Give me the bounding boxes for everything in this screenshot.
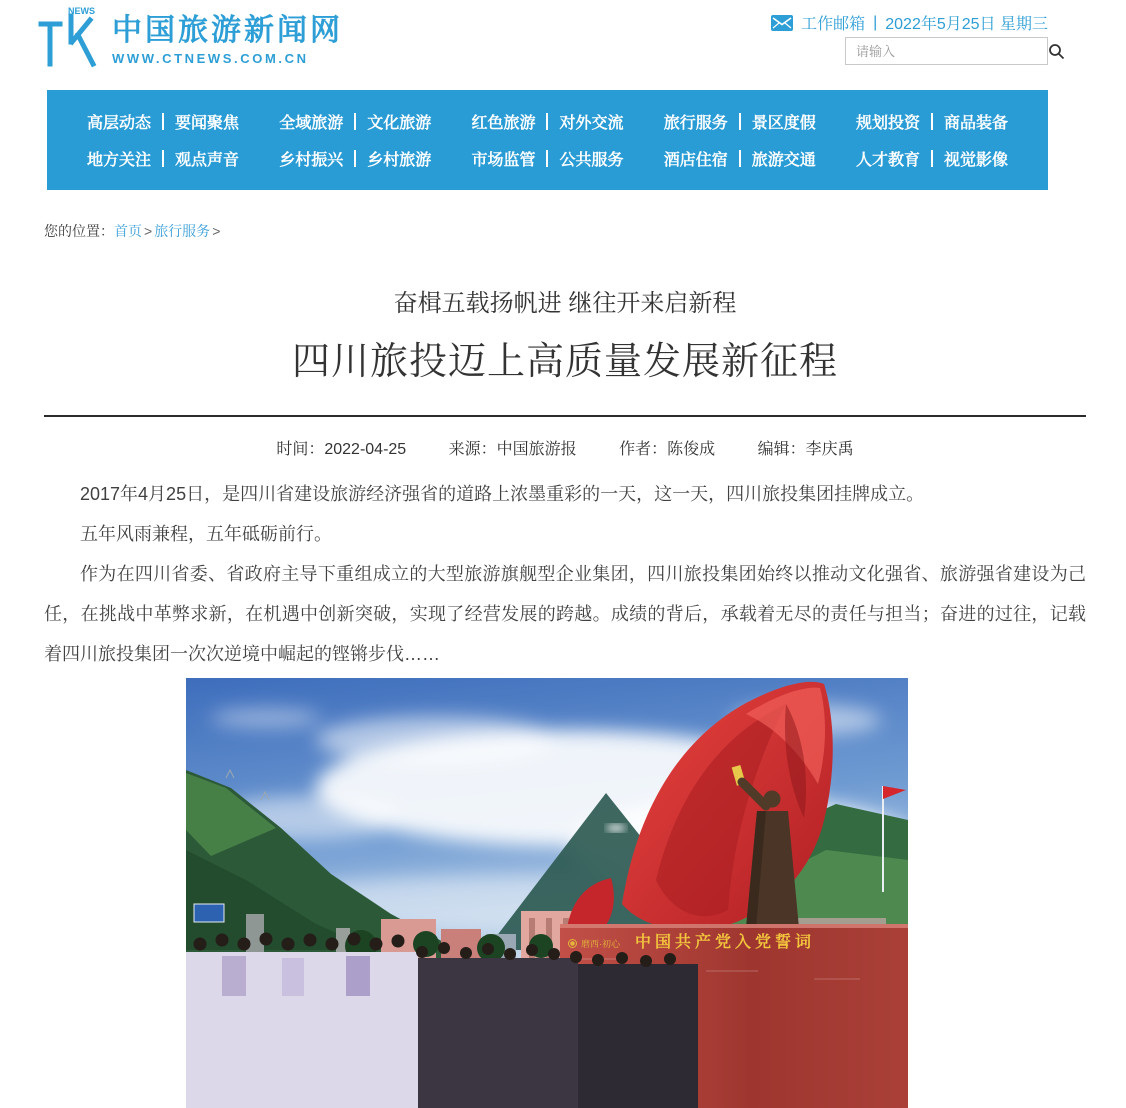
photo-wall-subtitle <box>568 937 620 950</box>
title-divider <box>44 415 1086 417</box>
paragraph: 作为在四川省委、省政府主导下重组成立的大型旅游旗舰型企业集团，四川旅投集团始终以推动文化强省、旅游强省建设为己任，在挑战中革弊求新，在机遇中创新突破，实现了经营发展的跨越。成绩的背后，承载着无尽的责任与担当；奋进的过往，记载着四川旅投集团一次次逆境中崛起的铿锵步伐…… <box>44 554 1086 674</box>
mail-icon <box>771 15 793 31</box>
work-mailbox-link[interactable]: 工作邮箱 <box>801 11 865 34</box>
nav-item-difang-guanzhu[interactable]: 地方关注 <box>87 147 151 170</box>
article-subtitle: 奋楫五载扬帆进 继往开来启新程 <box>44 283 1086 318</box>
nav-group <box>279 110 431 133</box>
meta-source: 来源：中国旅游报 <box>449 441 577 458</box>
nav-group <box>856 147 1008 170</box>
search-button[interactable] <box>1042 38 1071 64</box>
nav-item-lvxing-fuwu[interactable]: 旅行服务 <box>664 110 728 133</box>
nav-separator <box>931 113 933 130</box>
nav-item-shijue-yingxiang[interactable]: 视觉影像 <box>944 147 1008 170</box>
meta-author: 作者：陈俊成 <box>619 441 715 458</box>
nav-group <box>471 147 623 170</box>
nav-item-shichang-jianguan[interactable]: 市场监管 <box>471 147 535 170</box>
nav-item-gaoceng-dongtai[interactable]: 高层动态 <box>87 110 151 133</box>
paragraph: 五年风雨兼程，五年砥砺前行。 <box>44 514 1086 554</box>
photo-crowd <box>186 933 698 1108</box>
nav-item-rencai-jiaoyu[interactable]: 人才教育 <box>856 147 920 170</box>
site-title: 中国旅游新闻网 <box>112 14 343 48</box>
nav-group <box>279 147 431 170</box>
site-logo[interactable] <box>38 6 343 75</box>
topbar-divider: | <box>873 14 877 32</box>
photo-wall-inscription: 中国共产党入党誓词 <box>605 929 845 952</box>
meta-editor: 编辑：李庆禹 <box>758 441 854 458</box>
nav-item-xiangcun-lvyou[interactable]: 乡村旅游 <box>367 147 431 170</box>
article-meta <box>44 436 1086 459</box>
breadcrumb-separator: > <box>144 223 152 239</box>
current-date: 2022年5月25日 星期三 <box>885 11 1048 34</box>
breadcrumb-separator: > <box>212 223 220 239</box>
nav-separator <box>546 150 548 167</box>
meta-time: 时间：2022-04-25 <box>276 441 406 458</box>
nav-item-wenhua-lvyou[interactable]: 文化旅游 <box>367 110 431 133</box>
nav-item-xiangcun-zhenxing[interactable]: 乡村振兴 <box>279 147 343 170</box>
nav-item-shangpin-zhuangbei[interactable]: 商品装备 <box>944 110 1008 133</box>
photo-wall-subtitle-text: 磨西·初心 <box>581 937 620 950</box>
search-box <box>845 37 1048 65</box>
breadcrumb-home-link[interactable]: 首页 <box>114 223 142 239</box>
nav-row-2 <box>47 140 1048 177</box>
nav-item-jiudian-zhusu[interactable]: 酒店住宿 <box>664 147 728 170</box>
nav-row-1 <box>47 103 1048 140</box>
nav-item-duiwai-jiaoliu[interactable]: 对外交流 <box>559 110 623 133</box>
nav-item-gonggong-fuwu[interactable]: 公共服务 <box>559 147 623 170</box>
photo-illustration <box>186 678 908 1108</box>
party-emblem-icon <box>568 939 577 948</box>
nav-item-hongse-lvyou[interactable]: 红色旅游 <box>471 110 535 133</box>
breadcrumb-label: 您的位置： <box>44 223 114 239</box>
search-icon <box>1048 43 1065 60</box>
nav-separator <box>546 113 548 130</box>
topbar <box>771 11 1048 34</box>
nav-separator <box>739 150 741 167</box>
nav-separator <box>162 150 164 167</box>
nav-item-guihua-touzi[interactable]: 规划投资 <box>856 110 920 133</box>
article-body <box>44 474 1086 674</box>
nav-item-lvyou-jiaotong[interactable]: 旅游交通 <box>752 147 816 170</box>
nav-separator <box>931 150 933 167</box>
article <box>44 283 1086 1108</box>
nav-separator <box>354 113 356 130</box>
nav-item-quanyu-lvyou[interactable]: 全域旅游 <box>279 110 343 133</box>
paragraph: 2017年4月25日，是四川省建设旅游经济强省的道路上浓墨重彩的一天，这一天，四川旅投集团挂牌成立。 <box>44 474 1086 514</box>
nav-group <box>471 110 623 133</box>
nav-group <box>664 147 816 170</box>
breadcrumb <box>44 221 1126 241</box>
nav-separator <box>354 150 356 167</box>
site-header <box>0 0 1126 90</box>
nav-item-yaowen-jujiao[interactable]: 要闻聚焦 <box>175 110 239 133</box>
nav-separator <box>162 113 164 130</box>
nav-group <box>87 147 239 170</box>
search-input[interactable] <box>846 44 1042 59</box>
nav-group <box>856 110 1008 133</box>
nav-separator <box>739 113 741 130</box>
logo-mark-icon <box>38 6 104 75</box>
nav-group <box>87 110 239 133</box>
nav-group <box>664 110 816 133</box>
page-title: 四川旅投迈上高质量发展新征程 <box>44 330 1086 385</box>
article-photo <box>186 678 908 1108</box>
logo-news-label: NEWS <box>68 6 95 16</box>
site-url: WWW.CTNEWS.COM.CN <box>112 51 343 66</box>
nav-item-jingqu-dujia[interactable]: 景区度假 <box>752 110 816 133</box>
main-nav <box>47 90 1048 190</box>
nav-item-guandian-shengyin[interactable]: 观点声音 <box>175 147 239 170</box>
breadcrumb-section-link[interactable]: 旅行服务 <box>154 223 210 239</box>
